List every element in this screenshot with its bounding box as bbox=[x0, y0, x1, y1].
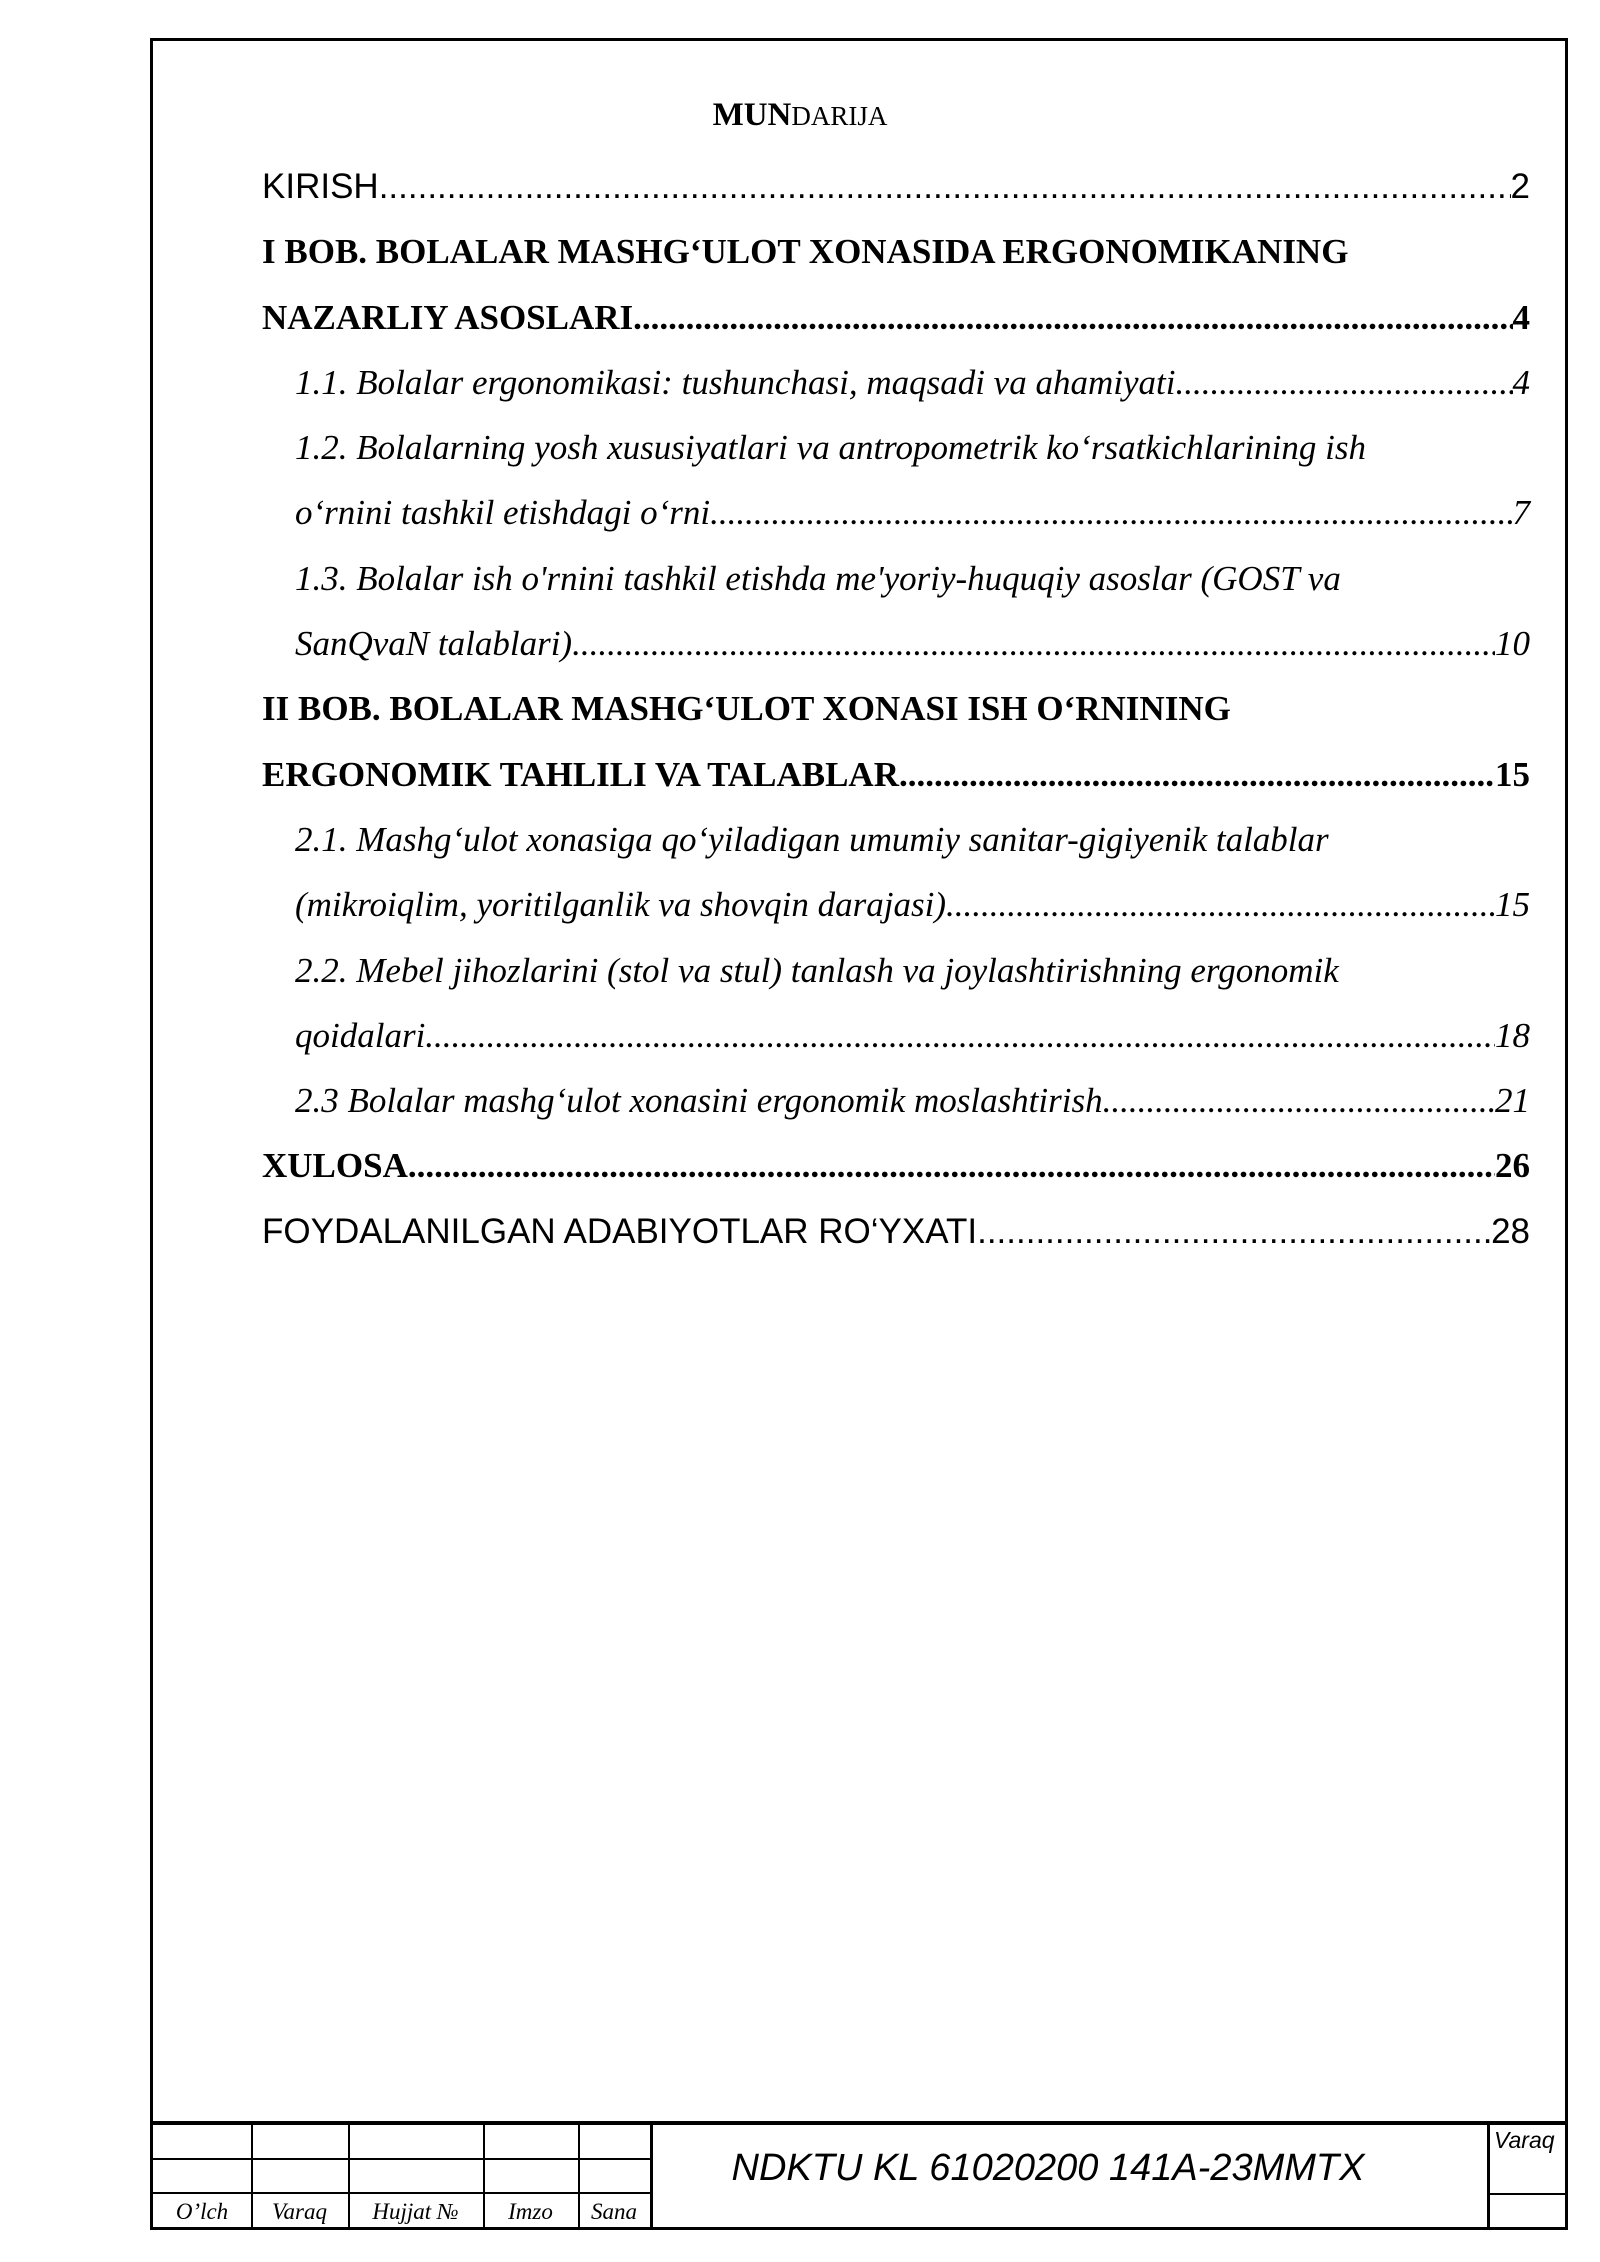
stamp-col-sana: Sana bbox=[591, 2199, 637, 2224]
toc-page-number: 7 bbox=[1512, 493, 1530, 533]
stamp-sheet-box bbox=[1487, 2125, 1565, 2227]
toc-entry-2-1[interactable] bbox=[262, 807, 1530, 872]
toc-entry-chapter-1-cont[interactable] bbox=[262, 285, 1530, 350]
document-code: NDKTU KL 61020200 141A-23MMTX bbox=[731, 2147, 1365, 2189]
toc-page-number: 21 bbox=[1495, 1081, 1530, 1121]
toc-leader-dots bbox=[977, 1199, 1491, 1264]
table-of-contents bbox=[262, 154, 1530, 1264]
toc-entry-text: SanQvaN talablari) bbox=[295, 624, 573, 664]
toc-entry-text: FOYDALANILGAN ADABIYOTLAR RO‘YXATI bbox=[262, 1211, 978, 1251]
toc-page-number: 10 bbox=[1495, 624, 1530, 664]
toc-entry-chapter-1[interactable] bbox=[262, 219, 1530, 284]
toc-entry-text: KIRISH bbox=[262, 167, 379, 206]
title-bold-part: MUN bbox=[712, 97, 792, 133]
toc-page-number: 18 bbox=[1495, 1015, 1530, 1055]
toc-entry-text: ERGONOMIK TAHLILI VA TALABLAR bbox=[262, 754, 899, 794]
toc-leader-dots bbox=[408, 1133, 1495, 1198]
toc-page-number: 26 bbox=[1495, 1146, 1530, 1186]
stamp-col-imzo: Imzo bbox=[508, 2199, 553, 2224]
toc-entry-2-1-cont[interactable] bbox=[262, 872, 1530, 937]
toc-entry-1-2-cont[interactable] bbox=[262, 480, 1530, 545]
toc-page-number: 28 bbox=[1491, 1211, 1530, 1251]
toc-entry-text: NAZARLIY ASOSLARI bbox=[262, 297, 634, 337]
toc-leader-dots bbox=[899, 742, 1495, 807]
toc-entry-chapter-2-cont[interactable] bbox=[262, 742, 1530, 807]
toc-entry-1-1[interactable] bbox=[262, 350, 1530, 415]
toc-entry-text: 1.3. Bolalar ish o'rnini tashkil etishda me'yoriy-huquqiy asoslar (GOST va bbox=[295, 558, 1341, 598]
toc-leader-dots bbox=[379, 154, 1511, 219]
toc-entry-1-3-cont[interactable] bbox=[262, 611, 1530, 676]
toc-leader-dots bbox=[1175, 350, 1512, 415]
page-title bbox=[0, 92, 1600, 139]
toc-page-number: 15 bbox=[1495, 754, 1530, 794]
toc-entry-chapter-2[interactable] bbox=[262, 676, 1530, 741]
toc-entry-2-3[interactable] bbox=[262, 1068, 1530, 1133]
toc-entry-text: 2.3 Bolalar mashg‘ulot xonasini ergonomik moslashtirish bbox=[295, 1081, 1103, 1121]
toc-entry-2-2[interactable] bbox=[262, 938, 1530, 1003]
toc-entry-kirish[interactable] bbox=[262, 154, 1530, 219]
toc-entry-text: XULOSA bbox=[262, 1146, 408, 1186]
toc-entry-2-2-cont[interactable] bbox=[262, 1003, 1530, 1068]
stamp-grid bbox=[153, 2125, 653, 2227]
toc-entry-text: 2.2. Mebel jihozlarini (stol va stul) tanlash va joylashtirishning ergonomik bbox=[295, 950, 1339, 990]
toc-page-number: 15 bbox=[1495, 885, 1530, 925]
toc-entry-text: II BOB. BOLALAR MASHG‘ULOT XONASI ISH O‘RNINING bbox=[262, 689, 1231, 729]
stamp-col-hujjat: Hujjat № bbox=[372, 2199, 459, 2224]
stamp-col-varaq: Varaq bbox=[272, 2199, 327, 2224]
toc-entry-1-3[interactable] bbox=[262, 546, 1530, 611]
title-rest: DARIJA bbox=[791, 101, 888, 131]
stamp-grid-line bbox=[1490, 2193, 1565, 2195]
toc-page-number: 4 bbox=[1512, 297, 1530, 337]
toc-leader-dots bbox=[425, 1003, 1495, 1068]
toc-entry-xulosa[interactable] bbox=[262, 1133, 1530, 1198]
toc-page-number: 4 bbox=[1512, 362, 1530, 402]
toc-leader-dots bbox=[572, 611, 1495, 676]
toc-leader-dots bbox=[710, 480, 1512, 545]
toc-entry-text: o‘rnini tashkil etishdagi o‘rni bbox=[295, 493, 711, 533]
stamp-grid-line bbox=[153, 2192, 650, 2194]
toc-entry-text: I BOB. BOLALAR MASHG‘ULOT XONASIDA ERGONOMIKANING bbox=[262, 232, 1349, 272]
toc-entry-references[interactable] bbox=[262, 1199, 1530, 1264]
toc-leader-dots bbox=[946, 872, 1495, 937]
toc-entry-text: qoidalari bbox=[295, 1015, 426, 1055]
stamp-col-olch: O’lch bbox=[175, 2199, 229, 2224]
stamp-sheet-label: Varaq bbox=[1494, 2127, 1555, 2153]
toc-leader-dots bbox=[1103, 1068, 1495, 1133]
toc-entry-text: 1.1. Bolalar ergonomikasi: tushunchasi, maqsadi va ahamiyati bbox=[295, 362, 1176, 402]
toc-entry-text: 1.2. Bolalarning yosh xususiyatlari va antropometrik ko‘rsatkichlarining ish bbox=[295, 428, 1366, 468]
toc-entry-text: 2.1. Mashg‘ulot xonasiga qo‘yiladigan umumiy sanitar-gigiyenik talablar bbox=[295, 819, 1329, 859]
stamp-grid-line bbox=[153, 2158, 650, 2160]
title-block-stamp bbox=[150, 2122, 1568, 2230]
toc-page-number: 2 bbox=[1510, 167, 1530, 206]
toc-entry-text: (mikroiqlim, yoritilganlik va shovqin darajasi) bbox=[295, 885, 947, 925]
toc-leader-dots bbox=[633, 285, 1512, 350]
toc-entry-1-2[interactable] bbox=[262, 415, 1530, 480]
